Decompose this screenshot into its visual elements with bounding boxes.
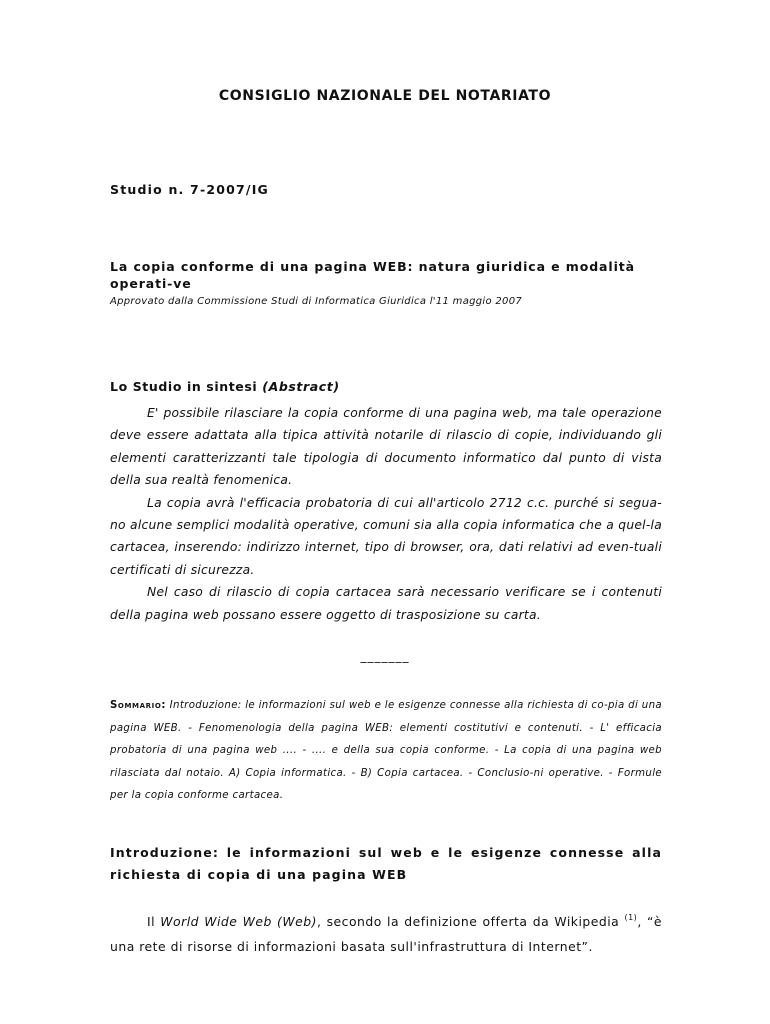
intro-emphasis: World Wide Web (Web) (160, 914, 317, 929)
sommario-text: Introduzione: le informazioni sul web e le esigenze connesse alla richiesta di co-pia di una pagina WEB. - Fenomenologia della pagina WEB: elementi costitutivi e contenuti. - L' efficacia probatoria di una pagina web .... - .... e della sua copia conforme. - La copia di una pagina web rilasciata dal notaio. A) Copia informatica. - B) Copia cartacea. - Conclusio-ni operative. - Formule per la copia conforme cartacea. (110, 700, 662, 801)
section-separator: _______ (360, 649, 410, 663)
introduction-paragraph (110, 909, 662, 959)
intro-text-middle: , secondo la definizione offerta da Wikipedia (316, 914, 625, 929)
intro-text-after: , “è una rete di risorse di informazioni basata sull'infrastruttura di Internet”. (110, 914, 662, 954)
approval-note: Approvato dalla Commissione Studi di Informatica Giuridica l'11 maggio 2007 (110, 296, 523, 307)
abstract-paragraph: Nel caso di rilascio di copia cartacea sarà necessario verificare se i contenuti della pagina web possano essere oggetto di trasposizione su carta. (110, 585, 662, 622)
abstract-heading-text: Lo Studio in sintesi (110, 379, 263, 394)
intro-text-before: Il (147, 914, 161, 929)
study-subject: La copia conforme di una pagina WEB: natura giuridica e modalità operati-ve (110, 259, 635, 291)
abstract-heading-emphasis: (Abstract) (262, 379, 340, 394)
abstract-heading (110, 379, 340, 394)
study-number: Studio n. 7-2007/IG (110, 182, 269, 197)
abstract-paragraph: E' possibile rilasciare la copia conforme di una pagina web, ma tale operazione deve essere adattata alla tipica attività notarile di rilascio di copie, individuando gli elementi caratterizzanti tale tipologia di documento informatico dal punto di vista della sua realtà fenomenica. (110, 406, 662, 488)
abstract-paragraph: La copia avrà l'efficacia probatoria di cui all'articolo 2712 c.c. purché si segua-no alcune semplici modalità operative, comuni sia alla copia informatica che a quel-la cartacea, inserendo: indirizzo internet, tipo di browser, ora, dati relativi ad even-tuali certificati di sicurezza. (110, 495, 662, 577)
page-title: CONSIGLIO NAZIONALE DEL NOTARIATO (218, 88, 552, 104)
sommario-label: Sommario: (110, 700, 167, 711)
introduction-heading: Introduzione: le informazioni sul web e le esigenze connesse alla richiesta di copia di una pagina WEB (110, 845, 662, 882)
abstract-body (110, 402, 662, 626)
footnote-reference[interactable]: (1) (624, 913, 638, 922)
table-of-contents (110, 695, 662, 808)
